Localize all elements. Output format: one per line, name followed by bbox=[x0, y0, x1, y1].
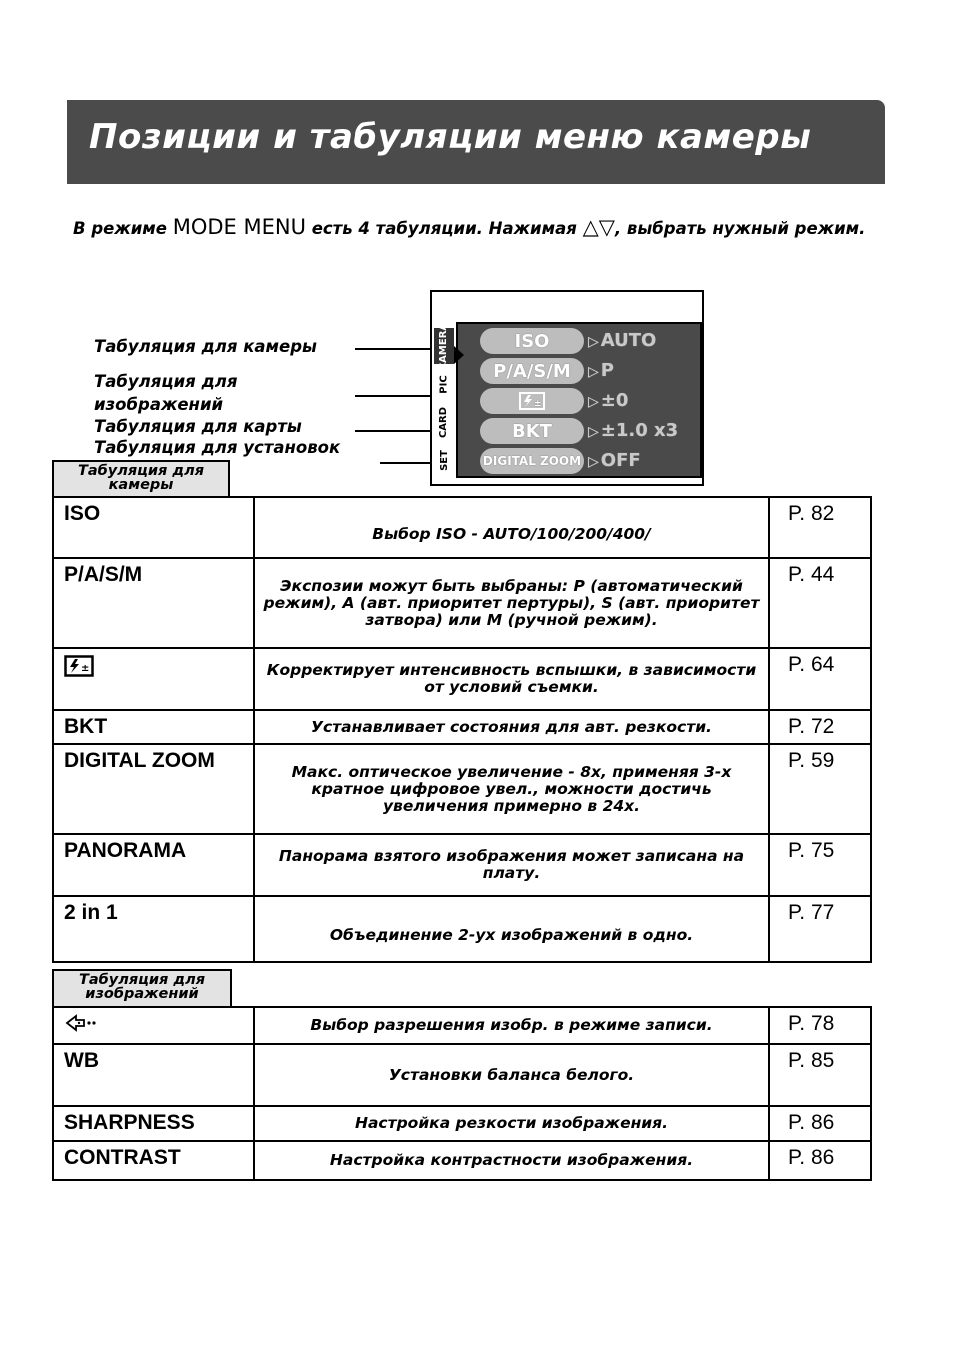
setting-description: Выбор ISO - AUTO/100/200/400/ bbox=[254, 497, 769, 558]
page-reference: P. 82 bbox=[769, 497, 871, 558]
page-reference: P. 72 bbox=[769, 710, 871, 744]
page-reference: P. 85 bbox=[769, 1044, 871, 1106]
leader-line bbox=[380, 462, 437, 464]
table-row bbox=[53, 558, 871, 648]
setting-name: SHARPNESS bbox=[53, 1106, 254, 1141]
page-reference: P. 75 bbox=[769, 834, 871, 896]
setting-name: 2 in 1 bbox=[53, 896, 254, 962]
setting-description: Панорама взятого изображения может записана на плату. bbox=[254, 834, 769, 896]
lcd-tab-set[interactable]: SET bbox=[438, 449, 450, 471]
lcd-menu-label: P/A/S/M bbox=[480, 358, 584, 384]
lcd-menu-item-pasm[interactable] bbox=[480, 358, 700, 384]
camera-lcd-screen bbox=[430, 290, 704, 486]
callout-camera-tab: Табуляция для камеры bbox=[94, 337, 317, 356]
lcd-menu-label bbox=[480, 388, 584, 414]
setting-name: DIGITAL ZOOM bbox=[53, 744, 254, 834]
setting-name: P/A/S/M bbox=[53, 558, 254, 648]
table-row bbox=[53, 834, 871, 896]
table-row bbox=[53, 648, 871, 710]
setting-description: Выбор разрешения изобр. в режиме записи. bbox=[254, 1007, 769, 1044]
lcd-menu-value: ▷ ±1.0 x3 bbox=[588, 420, 678, 441]
setting-description: Экспозии можут быть выбраны: P (автоматический режим), A (авт. приоритет пертуры), S (авт. приоритет затвора) или M (ручной режим). bbox=[254, 558, 769, 648]
setting-name bbox=[53, 1007, 254, 1044]
page-reference: P. 44 bbox=[769, 558, 871, 648]
pic-table-label: Табуляция для изображений bbox=[52, 969, 232, 1008]
lcd-tab-strip bbox=[434, 322, 454, 478]
table-row bbox=[53, 896, 871, 962]
page-reference: P. 59 bbox=[769, 744, 871, 834]
lcd-menu-item-bkt[interactable] bbox=[480, 418, 700, 444]
intro-part1: В режиме bbox=[73, 219, 173, 238]
svg-text:±: ± bbox=[81, 663, 90, 674]
svg-text:±: ± bbox=[534, 399, 542, 409]
setting-name: ISO bbox=[53, 497, 254, 558]
table-row bbox=[53, 1044, 871, 1106]
table-row bbox=[53, 1007, 871, 1044]
lcd-menu-label: DIGITAL ZOOM bbox=[480, 448, 584, 474]
page-reference: P. 78 bbox=[769, 1007, 871, 1044]
setting-description: Настройка резкости изображения. bbox=[254, 1106, 769, 1141]
leader-line bbox=[355, 348, 437, 350]
intro-arrows: △▽ bbox=[582, 215, 615, 239]
title-bar bbox=[67, 100, 885, 184]
lcd-tab-pointer-icon bbox=[454, 346, 464, 364]
camera-settings-table bbox=[52, 496, 872, 963]
page-reference: P. 86 bbox=[769, 1106, 871, 1141]
lcd-menu-label: BKT bbox=[480, 418, 584, 444]
flash-intensity-icon bbox=[519, 392, 545, 410]
setting-description: Установки баланса белого. bbox=[254, 1044, 769, 1106]
callout-pic-tab-line1: Табуляция для bbox=[94, 372, 238, 391]
lcd-tab-pic[interactable]: PIC bbox=[438, 374, 450, 394]
table-row bbox=[53, 1141, 871, 1180]
page-reference: P. 64 bbox=[769, 648, 871, 710]
leader-line bbox=[355, 430, 437, 432]
intro-part2: есть 4 табуляции. Нажимая bbox=[305, 219, 583, 238]
lcd-tab-card[interactable]: CARD bbox=[438, 406, 450, 438]
leader-line bbox=[355, 395, 437, 397]
page-reference: P. 86 bbox=[769, 1141, 871, 1180]
table-row bbox=[53, 710, 871, 744]
page-title: Позиции и табуляции меню камеры bbox=[89, 117, 812, 157]
lcd-menu-item-flash-intensity[interactable] bbox=[480, 388, 700, 414]
lcd-menu-value: ▷ OFF bbox=[588, 450, 641, 471]
page-reference: P. 77 bbox=[769, 896, 871, 962]
lcd-menu-value: ▷ AUTO bbox=[588, 330, 656, 351]
table-row bbox=[53, 1106, 871, 1141]
setting-description: Макс. оптическое увеличение - 8x, применяя 3-х кратное цифровое увел., можности достичь увеличения примерно в 24x. bbox=[254, 744, 769, 834]
lcd-menu-value: ▷ ±0 bbox=[588, 390, 628, 411]
lcd-menu-label: ISO bbox=[480, 328, 584, 354]
picture-settings-table bbox=[52, 1006, 872, 1181]
setting-name: WB bbox=[53, 1044, 254, 1106]
lcd-menu-item-iso[interactable] bbox=[480, 328, 700, 354]
flash-intensity-icon bbox=[64, 655, 94, 677]
setting-name: CONTRAST bbox=[53, 1141, 254, 1180]
callout-card-tab: Табуляция для карты bbox=[94, 417, 302, 436]
setting-description: Объединение 2-ух изображений в одно. bbox=[254, 896, 769, 962]
lcd-menu-value: ▷ P bbox=[588, 360, 614, 381]
table-row bbox=[53, 497, 871, 558]
camera-table-label: Табуляция для камеры bbox=[52, 460, 230, 498]
intro-part3: , выбрать нужный режим. bbox=[614, 219, 866, 238]
setting-name: PANORAMA bbox=[53, 834, 254, 896]
setting-description: Настройка контрастности изображения. bbox=[254, 1141, 769, 1180]
callout-set-tab: Табуляция для установок bbox=[94, 438, 341, 457]
setting-name bbox=[53, 648, 254, 710]
lcd-menu-panel bbox=[456, 322, 702, 478]
lcd-menu-item-digital-zoom[interactable] bbox=[480, 448, 700, 474]
setting-name: BKT bbox=[53, 710, 254, 744]
intro-text bbox=[73, 216, 873, 240]
intro-mode-menu: MODE MENU bbox=[172, 215, 306, 239]
table-row bbox=[53, 744, 871, 834]
record-mode-icon bbox=[64, 1012, 100, 1034]
setting-description: Корректирует интенсивность вспышки, в зависимости от условий съемки. bbox=[254, 648, 769, 710]
callout-pic-tab-line2: изображений bbox=[94, 395, 224, 414]
lcd-tab-camera[interactable]: CAMERA bbox=[434, 328, 454, 364]
setting-description: Устанавливает состояния для авт. резкости. bbox=[254, 710, 769, 744]
